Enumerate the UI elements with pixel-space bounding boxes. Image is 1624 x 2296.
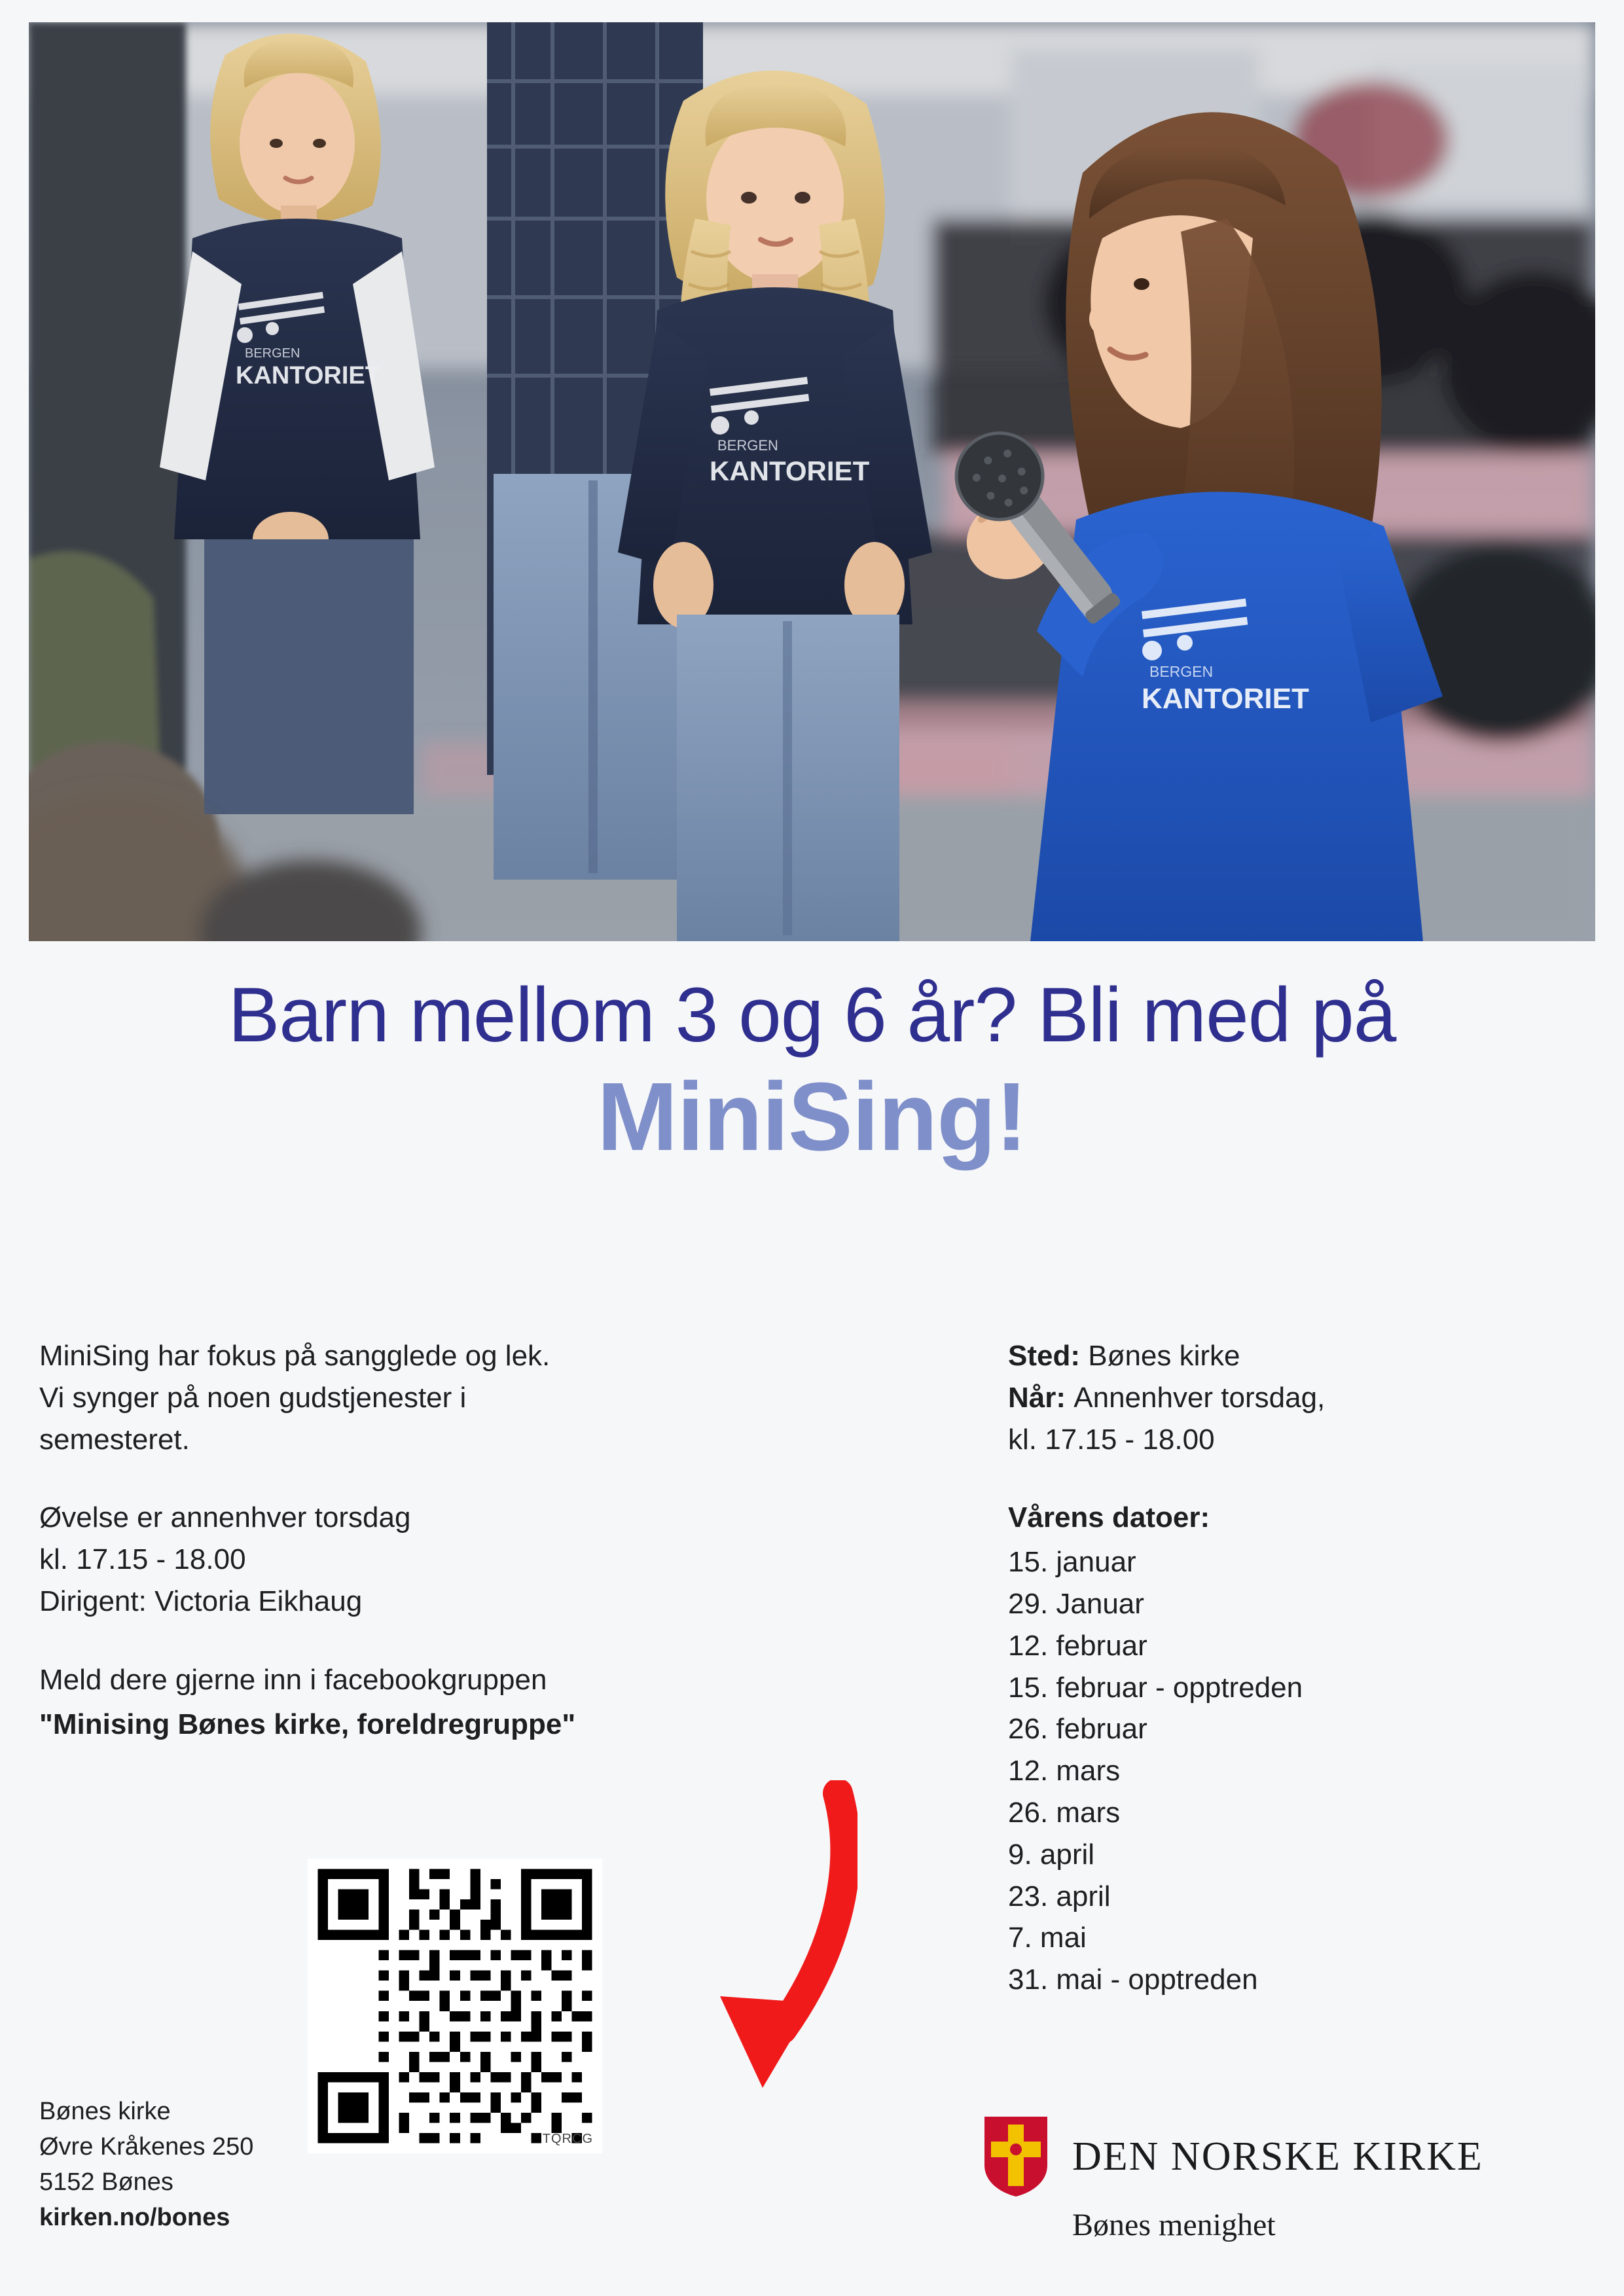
facebook-paragraph <box>39 1659 956 1746</box>
when-time: kl. 17.15 - 18.00 <box>1008 1423 1215 1456</box>
details-block <box>1008 1335 1584 1460</box>
intro-line-2: Vi synger på noen gudstjenester i <box>39 1381 467 1414</box>
headline-line-1: Barn mellom 3 og 6 år? Bli med på <box>228 972 1396 1058</box>
svg-text:KANTORIET: KANTORIET <box>1142 683 1309 715</box>
date-item: 15. februar - opptreden <box>1008 1671 1303 1704</box>
date-item: 26. februar <box>1008 1713 1147 1746</box>
date-item: 9. april <box>1008 1838 1095 1871</box>
website-url[interactable]: kirken.no/bones <box>39 2203 230 2231</box>
when-label: Når: <box>1008 1381 1074 1414</box>
date-item: 7. mai <box>1008 1922 1087 1954</box>
address-line-2: Øvre Kråkenes 250 <box>39 2132 254 2161</box>
practice-line-2: kl. 17.15 - 18.00 <box>39 1543 246 1576</box>
svg-text:BERGEN: BERGEN <box>245 346 300 361</box>
headline-block <box>0 972 1624 1172</box>
intro-line-3: semesteret. <box>39 1423 190 1456</box>
address-line-1: Bønes kirke <box>39 2098 171 2125</box>
date-item: 12. februar <box>1008 1629 1147 1662</box>
left-column <box>39 1335 956 1745</box>
date-item: 23. april <box>1008 1880 1111 1912</box>
svg-text:KANTORIET: KANTORIET <box>710 456 870 486</box>
place-value: Bønes kirke <box>1088 1340 1240 1372</box>
den-norske-kirke-logo <box>982 2114 1545 2245</box>
qr-code-label: TQRCG <box>542 2132 593 2146</box>
when-value: Annenhver torsdag, <box>1074 1381 1326 1414</box>
svg-text:BERGEN: BERGEN <box>1149 663 1214 680</box>
place-row <box>1008 1335 1584 1377</box>
svg-text:BERGEN: BERGEN <box>717 437 778 454</box>
qr-code[interactable] <box>308 1859 602 2153</box>
date-item: 26. mars <box>1008 1796 1121 1829</box>
headline-line-2: MiniSing! <box>597 1063 1027 1172</box>
place-label: Sted: <box>1008 1340 1089 1372</box>
facebook-intro: Meld dere gjerne inn i facebookgruppen <box>39 1663 547 1696</box>
intro-line-1: MiniSing har fokus på sangglede og lek. <box>39 1340 550 1372</box>
choir-photo <box>29 22 1595 941</box>
right-column <box>1008 1335 1584 2037</box>
shield-cross-icon <box>982 2114 1050 2199</box>
practice-line-3: Dirigent: Victoria Eikhaug <box>39 1585 363 1617</box>
facebook-group-name: "Minising Bønes kirke, foreldregruppe" <box>39 1708 576 1740</box>
qr-code-graphic[interactable] <box>308 1859 602 2153</box>
when-row <box>1008 1377 1584 1419</box>
svg-text:KANTORIET: KANTORIET <box>236 362 380 389</box>
choir-photo-illustration <box>29 22 1595 941</box>
address-line-3: 5152 Bønes <box>39 2168 173 2196</box>
logo-name: DEN NORSKE KIRKE <box>1072 2134 1483 2179</box>
red-arrow-icon <box>641 1780 857 2108</box>
practice-paragraph <box>39 1497 956 1622</box>
date-item: 29. Januar <box>1008 1587 1144 1620</box>
address-block <box>39 2094 253 2236</box>
dates-block <box>1008 1497 1584 2001</box>
logo-row <box>982 2114 1545 2199</box>
intro-paragraph <box>39 1335 956 1460</box>
date-item: 12. mars <box>1008 1755 1121 1787</box>
date-item: 31. mai - opptreden <box>1008 1964 1258 1996</box>
practice-line-1: Øvelse er annenhver torsdag <box>39 1501 411 1534</box>
logo-parish: Bønes menighet <box>1072 2208 1276 2242</box>
dates-title: Vårens datoer: <box>1008 1501 1210 1534</box>
date-item: 15. januar <box>1008 1546 1136 1579</box>
